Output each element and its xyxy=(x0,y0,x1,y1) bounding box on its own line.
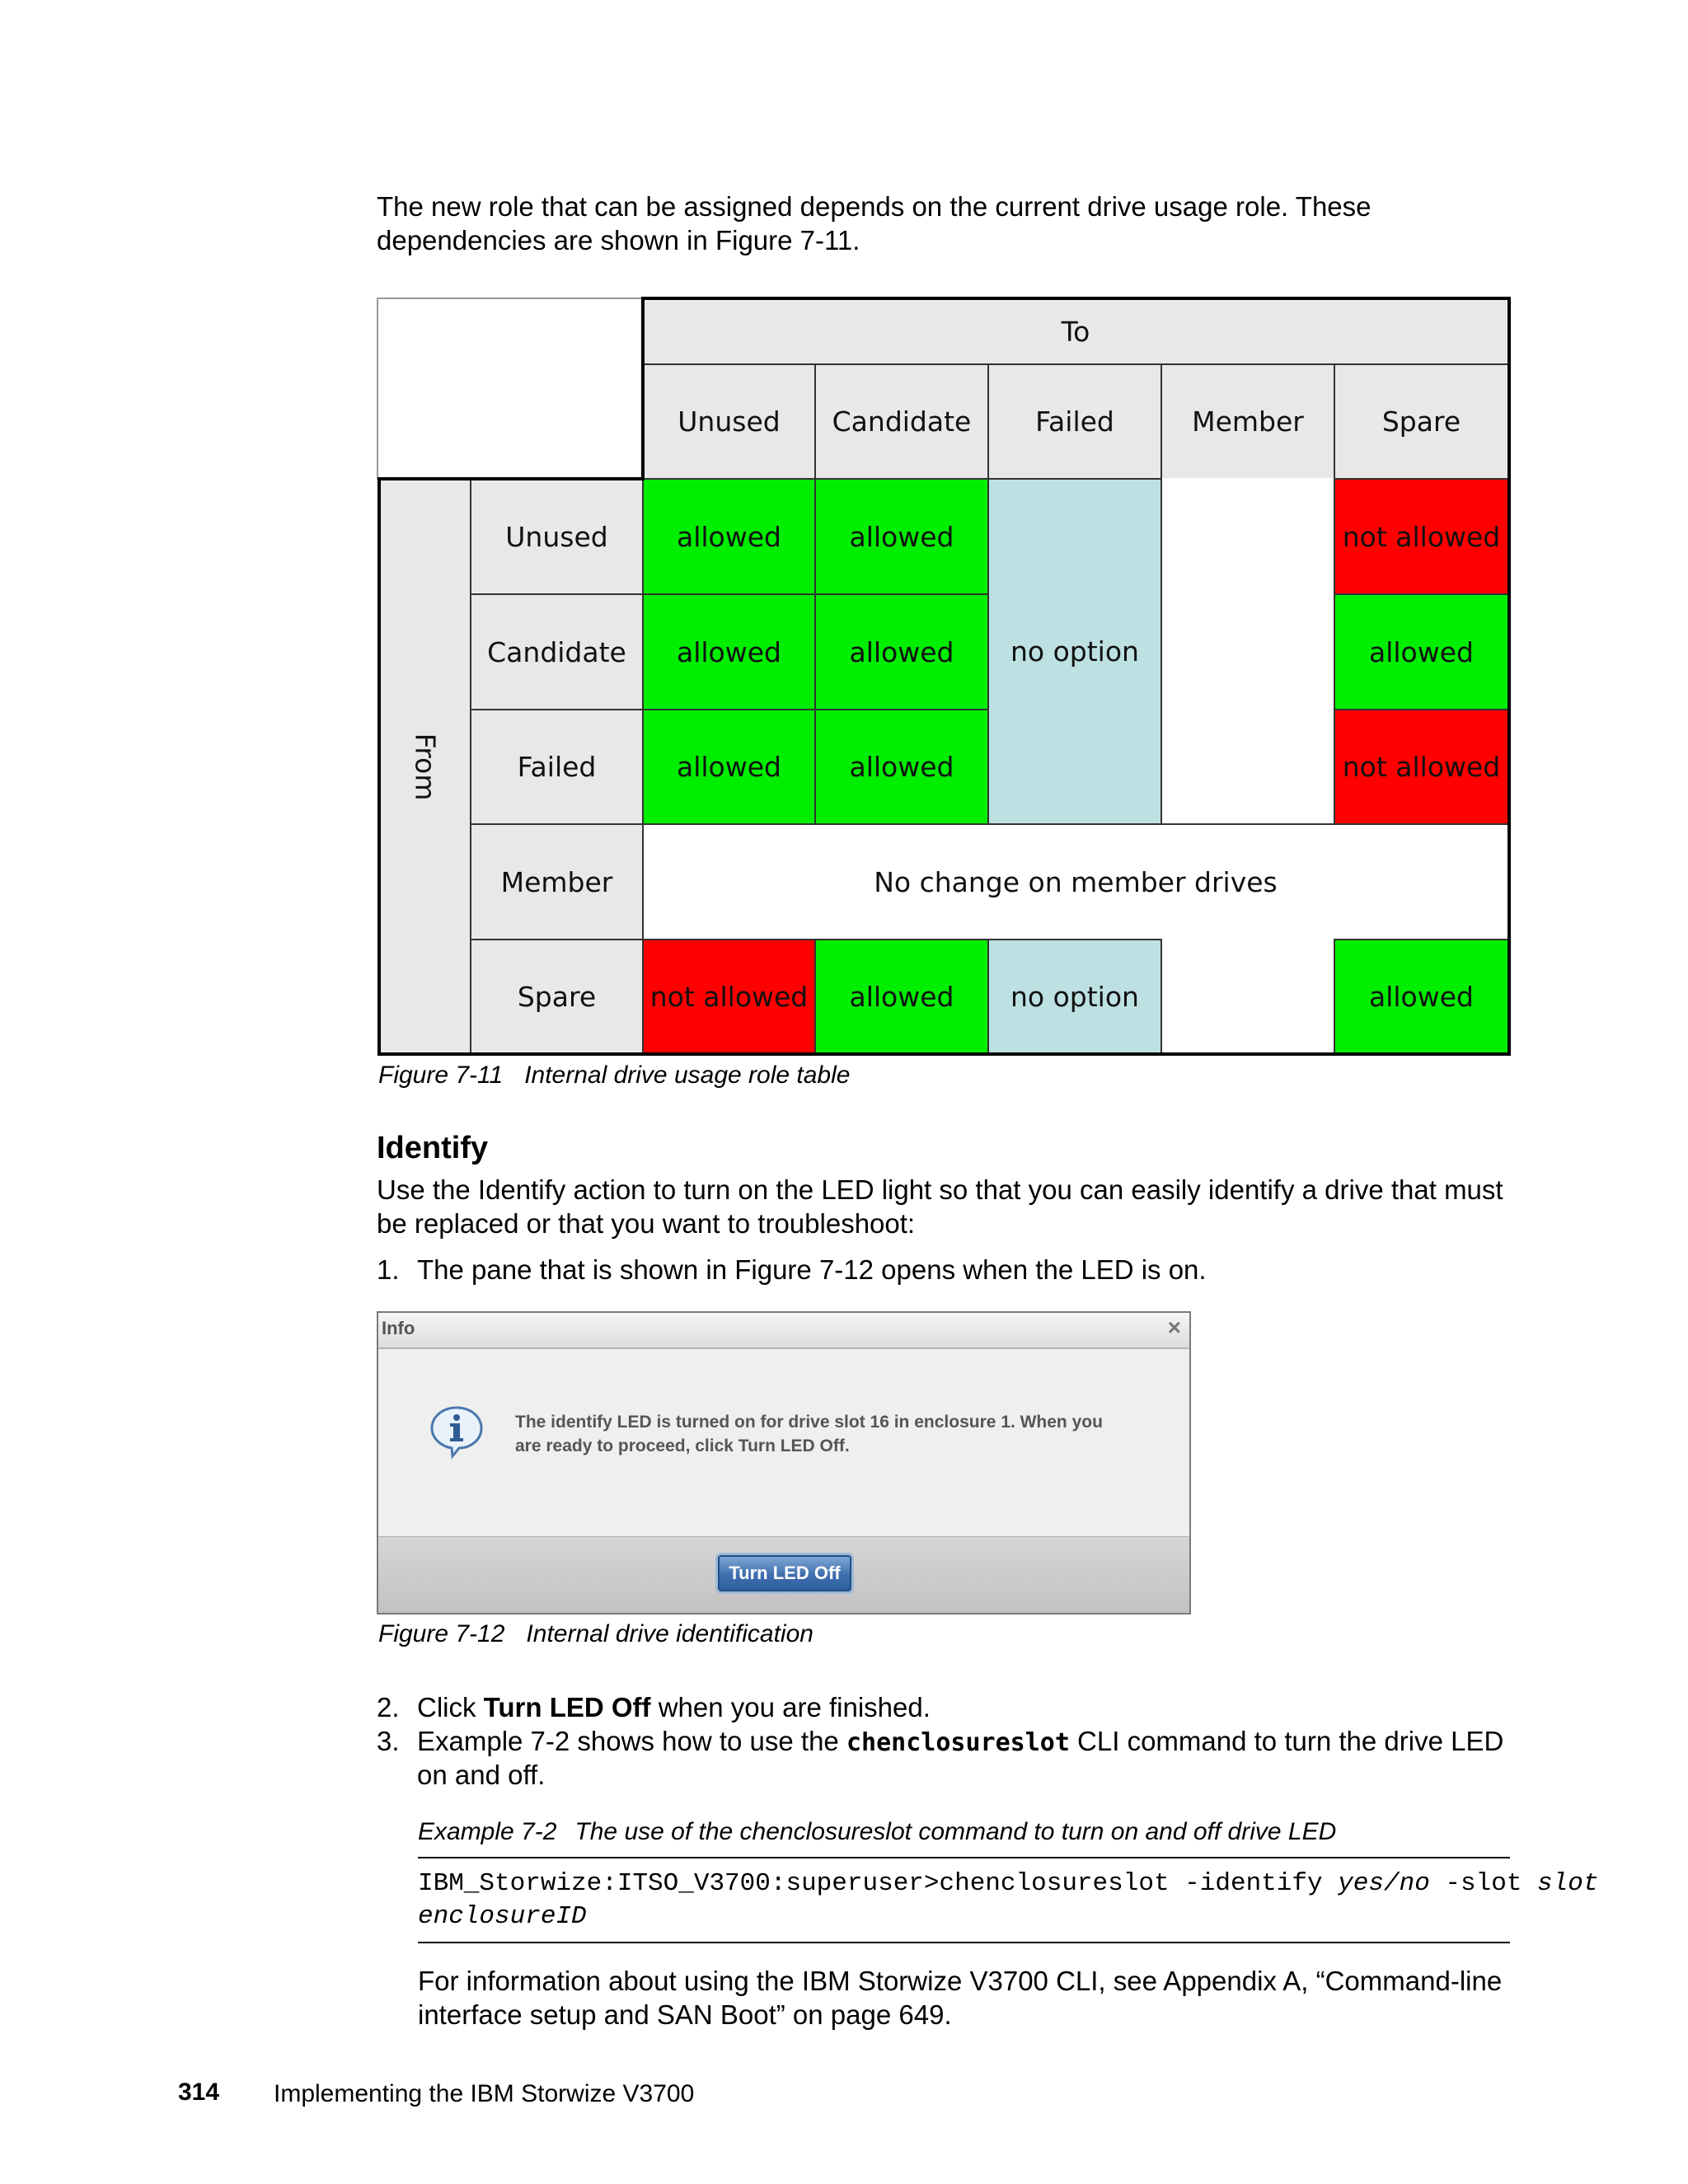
step-3 xyxy=(377,1724,1514,1790)
page-number: 314 xyxy=(178,2079,220,2106)
step-2-pre: Click xyxy=(417,1692,484,1722)
border-top xyxy=(642,297,1510,300)
border-to-left xyxy=(641,297,645,480)
step-2-bold: Turn LED Off xyxy=(483,1692,651,1722)
cell-failed-spare: not allowed xyxy=(1334,709,1509,825)
from-label: From xyxy=(408,733,441,800)
example-code-line-1 xyxy=(418,1868,1598,1900)
row-header-candidate: Candidate xyxy=(470,593,644,710)
example-bottom-rule xyxy=(418,1942,1510,1943)
cell-failed-candidate: allowed xyxy=(814,709,989,825)
step-3-code: chenclosureslot xyxy=(846,1728,1070,1757)
step-2-post: when you are finished. xyxy=(650,1692,931,1722)
cell-unused-spare: not allowed xyxy=(1334,478,1509,595)
intro-line-2: dependencies are shown in Figure 7-11. xyxy=(377,225,860,255)
row-header-member: Member xyxy=(470,823,644,940)
step-1-number: 1. xyxy=(377,1254,400,1285)
code-arg-slot: slot xyxy=(1537,1869,1599,1898)
figure-1-number: Figure 7-11 xyxy=(378,1062,504,1089)
step-2 xyxy=(377,1690,1514,1724)
column-header-unused: Unused xyxy=(642,363,816,480)
figure-2-title: Internal drive identification xyxy=(526,1620,814,1647)
intro-paragraph xyxy=(377,190,1372,257)
cell-member-row: No change on member drives xyxy=(642,823,1509,940)
example-title: The use of the chenclosureslot command to turn on and off drive LED xyxy=(574,1818,1337,1845)
border-left xyxy=(377,477,381,1056)
close-icon[interactable]: × xyxy=(1167,1315,1181,1340)
turn-led-off-button[interactable]: Turn LED Off xyxy=(718,1555,851,1591)
cell-member-column-empty xyxy=(1160,478,1335,825)
border-right xyxy=(1507,297,1511,1056)
step-3-number: 3. xyxy=(377,1726,400,1756)
table-corner xyxy=(377,298,644,480)
step-3-line-2: on and off. xyxy=(417,1760,546,1790)
cell-candidate-candidate: allowed xyxy=(814,593,989,710)
figure-2-number: Figure 7-12 xyxy=(378,1620,505,1647)
identify-line-2: be replaced or that you want to troubleshoot: xyxy=(377,1208,916,1239)
identify-line-1: Use the Identify action to turn on the LED light so that you can easily identify a drive that must xyxy=(377,1174,1503,1205)
step-3-text xyxy=(417,1724,1503,1760)
dialog-title-bar xyxy=(378,1313,1189,1349)
cell-no-option-merged: no option xyxy=(987,478,1162,825)
cell-unused-unused: allowed xyxy=(642,478,816,595)
info-icon xyxy=(429,1405,484,1460)
cell-candidate-spare: allowed xyxy=(1334,593,1509,710)
cli-info-paragraph xyxy=(418,1964,1502,2032)
code-command: IBM_Storwize:ITSO_V3700:superuser>chenclosureslot -identify xyxy=(418,1869,1339,1898)
border-from-top xyxy=(377,477,645,480)
dialog-title: Info xyxy=(382,1318,415,1338)
cli-info-line-2: interface setup and SAN Boot” on page 649. xyxy=(418,1999,952,2030)
example-top-rule xyxy=(418,1857,1510,1858)
example-caption xyxy=(418,1818,1336,1846)
code-arg-identify: yes/no xyxy=(1338,1869,1430,1898)
row-header-unused: Unused xyxy=(470,478,644,595)
row-header-spare: Spare xyxy=(470,939,644,1055)
column-header-member: Member xyxy=(1160,363,1335,480)
cell-spare-member xyxy=(1160,939,1335,1055)
step-1 xyxy=(377,1253,1207,1286)
cell-failed-unused: allowed xyxy=(642,709,816,825)
cli-info-line-1: For information about using the IBM Storwize V3700 CLI, see Appendix A, “Command-line xyxy=(418,1966,1503,1996)
step-3-pre: Example 7-2 shows how to use the xyxy=(417,1726,846,1756)
dialog-message-line-2: are ready to proceed, click Turn LED Off. xyxy=(515,1436,850,1455)
border-bottom xyxy=(377,1052,1511,1056)
footer-title: Implementing the IBM Storwize V3700 xyxy=(274,2080,695,2107)
cell-spare-failed: no option xyxy=(987,939,1162,1055)
from-header xyxy=(378,478,471,1055)
column-header-failed: Failed xyxy=(987,363,1162,480)
dialog-message xyxy=(515,1410,1103,1458)
cell-unused-candidate: allowed xyxy=(814,478,989,595)
column-header-spare: Spare xyxy=(1334,363,1509,480)
figure-1-title: Internal drive usage role table xyxy=(524,1062,851,1089)
step-2-text xyxy=(417,1690,931,1724)
cell-spare-candidate: allowed xyxy=(814,939,989,1055)
identify-paragraph xyxy=(377,1173,1503,1240)
column-header-candidate: Candidate xyxy=(814,363,989,480)
dialog-footer xyxy=(378,1536,1189,1613)
step-1-text: The pane that is shown in Figure 7-12 opens when the LED is on. xyxy=(417,1254,1207,1285)
figure-2-caption xyxy=(378,1620,814,1648)
step-2-number: 2. xyxy=(377,1692,400,1722)
code-arg-enclosure: enclosureID xyxy=(418,1902,587,1931)
example-number: Example 7-2 xyxy=(418,1818,557,1845)
figure-1-caption xyxy=(378,1062,850,1090)
info-dialog xyxy=(377,1311,1191,1615)
identify-heading: Identify xyxy=(377,1131,489,1165)
to-header: To xyxy=(642,298,1509,365)
row-header-failed: Failed xyxy=(470,709,644,825)
step-3-post: CLI command to turn the drive LED xyxy=(1069,1726,1504,1756)
example-code-line-2 xyxy=(418,1900,1598,1933)
cell-spare-unused: not allowed xyxy=(642,939,816,1055)
intro-line-1: The new role that can be assigned depends on the current drive usage role. These xyxy=(377,191,1372,222)
dialog-message-line-1: The identify LED is turned on for drive slot 16 in enclosure 1. When you xyxy=(515,1413,1103,1432)
cell-candidate-unused: allowed xyxy=(642,593,816,710)
cell-spare-spare: allowed xyxy=(1334,939,1509,1055)
example-code xyxy=(418,1868,1598,1933)
code-slot-flag: -slot xyxy=(1429,1869,1538,1898)
